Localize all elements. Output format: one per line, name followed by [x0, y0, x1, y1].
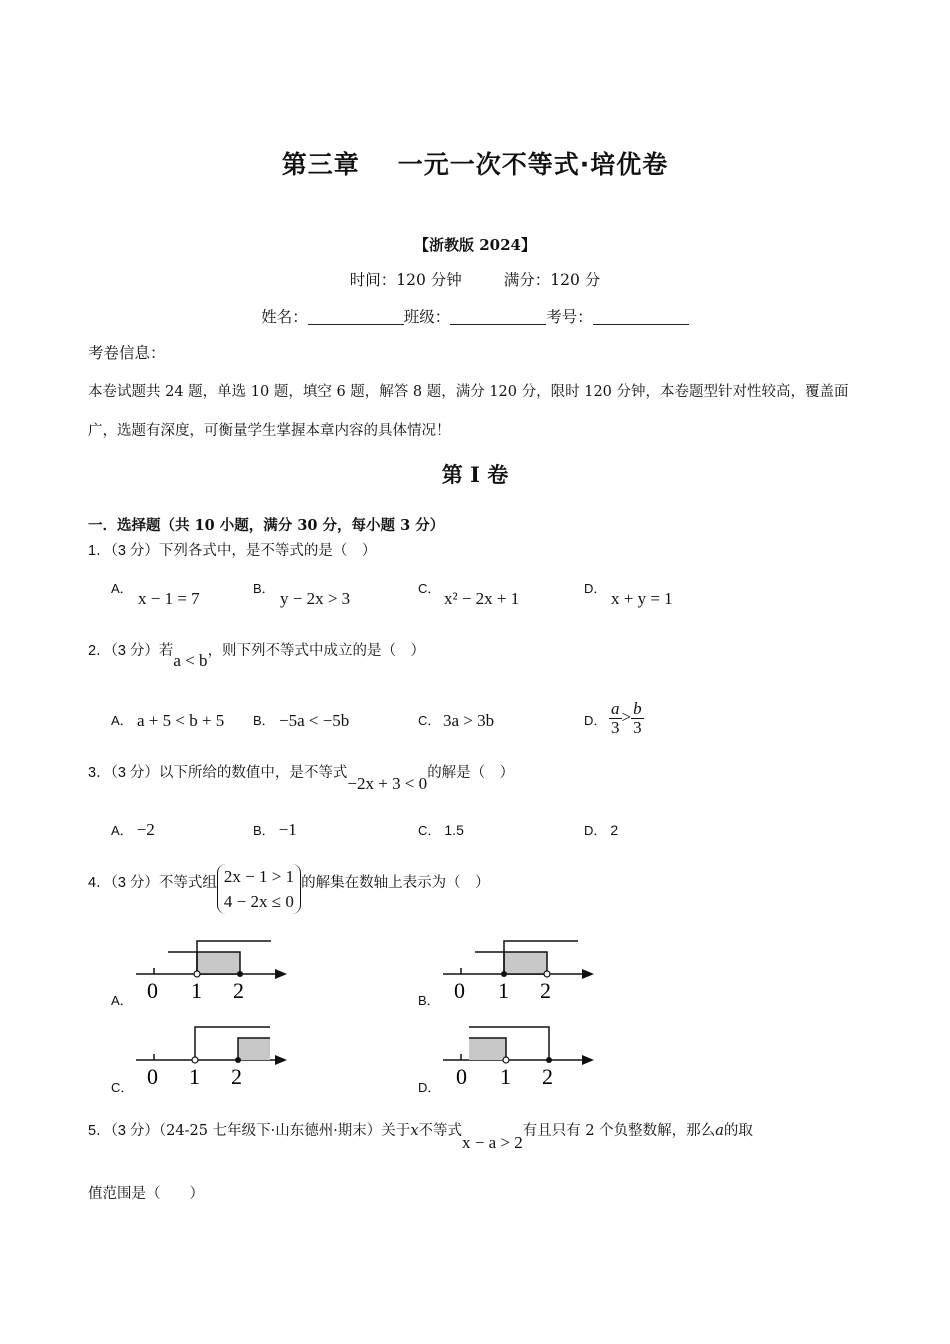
exam-meta [0, 268, 950, 290]
q1-option-c[interactable] [418, 578, 440, 597]
q2-option-d-expr [609, 700, 644, 737]
q2-score: （3 分） [110, 643, 159, 659]
q2-option-b-expr: −5a < −5b [279, 711, 350, 730]
chapter-name: 一元一次不等式·培优卷 [397, 150, 669, 179]
time-limit: 时间：120 分钟 [349, 271, 462, 289]
q2-condition: a < b [173, 651, 208, 670]
q2-d-den-a: 3 [611, 718, 620, 737]
q3-option-c-label: C． [418, 823, 441, 838]
q4-option-d-numberline [437, 1018, 602, 1088]
q3-option-b-label: B． [253, 823, 275, 838]
q1-number: 1． [88, 543, 111, 559]
tick-label-2: 2 [540, 978, 551, 1002]
question-1 [88, 539, 376, 560]
shaded-region [504, 952, 547, 974]
q2-text-before: 若 [158, 643, 174, 659]
tick-label-2: 2 [231, 1064, 242, 1088]
tick-label-1: 1 [498, 978, 509, 1002]
q1-text: 下列各式中，是不等式的是（ ） [158, 543, 377, 559]
full-score: 满分：120 分 [503, 271, 601, 289]
open-point-1 [194, 971, 200, 977]
q2-option-c-expr: 3a > 3b [443, 711, 495, 730]
class-label: 班级： [403, 308, 451, 326]
tick-label-0: 0 [456, 1064, 467, 1088]
open-point-1 [503, 1057, 509, 1063]
q4-option-b-numberline [437, 932, 602, 1002]
q4-number: 4． [88, 875, 111, 891]
q4-system-line2: 4 − 2x ≤ 0 [223, 892, 294, 911]
q2-text-after: ，则下列不等式中成立的是（ ） [207, 643, 426, 659]
closed-point-1 [501, 971, 507, 977]
q2-option-a-expr: a + 5 < b + 5 [137, 711, 225, 730]
q5-text-line2: 值范围是（ ） [88, 1186, 204, 1202]
q5-text-after2: 的取 [723, 1123, 753, 1139]
question-5 [88, 1119, 753, 1152]
q2-d-num-b: b [633, 699, 642, 718]
q4-score: （3 分） [110, 875, 159, 891]
q4-option-a-numberline [130, 932, 295, 1002]
q5-var-a: a [715, 1123, 724, 1139]
id-label: 考号： [546, 308, 593, 326]
info-heading: 考卷信息： [88, 344, 166, 362]
tick-label-1: 1 [189, 1064, 200, 1088]
q3-text-after: 的解是（ ） [427, 765, 515, 781]
tick-label-2: 2 [233, 978, 244, 1002]
q4-system-line1: 2x − 1 > 1 [223, 867, 295, 886]
q4-option-d-label: D． [418, 1080, 441, 1095]
tick-label-1: 1 [191, 978, 202, 1002]
q1-option-b-expr: y − 2x > 3 [280, 589, 351, 608]
axis-arrow [275, 1055, 287, 1065]
edition-label: 【浙教版 2024】 [414, 236, 536, 254]
axis-arrow [582, 1055, 594, 1065]
id-field[interactable] [593, 308, 689, 325]
q3-inequality: −2x + 3 < 0 [347, 774, 428, 793]
closed-point-2 [546, 1057, 552, 1063]
q1-option-a[interactable] [111, 578, 133, 597]
q5-text-mid: 不等式 [418, 1123, 462, 1139]
part-title: 第 I 卷 [441, 462, 509, 487]
q3-option-a-label: A． [111, 823, 133, 838]
chapter-label: 第三章 [281, 150, 360, 179]
q4-option-b-label: B． [418, 993, 440, 1008]
q1-option-c-label: C． [418, 581, 441, 596]
q2-number: 2． [88, 643, 111, 659]
q3-option-a[interactable] [111, 820, 155, 840]
q4-option-a-label: A． [111, 993, 133, 1008]
q2-d-den-b: 3 [633, 718, 642, 737]
q5-text-before: （24-25 七年级下·山东德州·期末）关于 [158, 1123, 411, 1139]
q3-option-b-expr: −1 [278, 820, 297, 839]
q4-text-after: 的解集在数轴上表示为（ ） [301, 875, 490, 891]
q5-text-after1: 有且只有 2 个负整数解，那么 [522, 1123, 716, 1139]
q2-d-relation: > [621, 707, 632, 727]
question-3 [88, 761, 515, 793]
axis-arrow [275, 969, 287, 979]
q3-option-a-expr: −2 [136, 820, 155, 839]
q4-option-c-label: C． [111, 1080, 134, 1095]
class-field[interactable] [450, 308, 546, 325]
q4-system [217, 864, 301, 914]
q2-option-d[interactable] [584, 710, 606, 729]
info-body: 本卷试题共 24 题，单选 10 题，填空 6 题，解答 8 题，满分 120 分，限时 120 分钟，本卷题型针对性较高，覆盖面广，选题有深度，可衡量学生掌握本章内容的具体情况！ [88, 384, 849, 439]
tick-label-1: 1 [500, 1064, 511, 1088]
q2-d-num-a: a [611, 699, 620, 718]
shaded-region [238, 1038, 270, 1060]
question-4 [88, 864, 490, 914]
q2-option-a-label: A． [111, 713, 133, 728]
q2-d-fraction-a [609, 700, 622, 737]
q3-option-d-expr: 2 [610, 822, 619, 838]
q1-score: （3 分） [110, 543, 159, 559]
q2-d-fraction-b [631, 700, 644, 737]
q2-option-c-label: C． [418, 713, 441, 728]
q1-option-d-label: D． [584, 581, 607, 596]
q2-option-a[interactable] [111, 710, 133, 729]
section-heading: 一．选择题（共 10 小题，满分 30 分，每小题 3 分） [88, 517, 445, 534]
q5-var-x: x [410, 1123, 419, 1139]
q3-option-c[interactable] [418, 820, 464, 839]
open-point-2 [544, 971, 550, 977]
q3-option-d-label: D． [584, 823, 607, 838]
closed-point-2 [237, 971, 243, 977]
q5-score: （3 分） [110, 1123, 159, 1139]
tick-label-0: 0 [147, 978, 158, 1002]
q2-option-c[interactable] [418, 710, 440, 729]
q1-option-d[interactable] [584, 578, 606, 597]
q3-text-before: 以下所给的数值中，是不等式 [158, 765, 348, 781]
q2-option-b[interactable] [253, 710, 275, 729]
q1-option-c-expr: x² − 2x + 1 [444, 589, 520, 608]
name-label: 姓名： [261, 308, 308, 326]
q1-option-a-expr: x − 1 = 7 [138, 589, 200, 608]
q5-number: 5． [88, 1123, 111, 1139]
q4-option-c-numberline [130, 1018, 295, 1088]
tick-label-2: 2 [542, 1064, 553, 1088]
q2-option-d-label: D． [584, 713, 607, 728]
closed-point-2 [235, 1057, 241, 1063]
q3-number: 3． [88, 765, 111, 781]
q5-inequality: x − a > 2 [462, 1133, 523, 1152]
q1-option-a-label: A． [111, 581, 133, 596]
q5-line2 [88, 1182, 204, 1203]
page-title [0, 145, 950, 181]
tick-label-0: 0 [454, 978, 465, 1002]
q1-option-b[interactable] [253, 578, 275, 597]
q4-text-before: 不等式组 [158, 875, 217, 891]
tick-label-0: 0 [147, 1064, 158, 1088]
shaded-region [197, 952, 240, 974]
question-2 [88, 639, 426, 670]
open-point-1 [192, 1057, 198, 1063]
q3-option-c-expr: 1.5 [444, 822, 464, 838]
axis-arrow [582, 969, 594, 979]
q3-option-d[interactable] [584, 820, 618, 839]
q1-option-b-label: B． [253, 581, 275, 596]
student-info-line [0, 305, 950, 327]
name-field[interactable] [308, 308, 404, 325]
q3-option-b[interactable] [253, 820, 297, 840]
q1-option-d-expr: x + y = 1 [611, 589, 673, 608]
shaded-region [469, 1038, 506, 1060]
q3-score: （3 分） [110, 765, 159, 781]
q2-option-b-label: B． [253, 713, 275, 728]
